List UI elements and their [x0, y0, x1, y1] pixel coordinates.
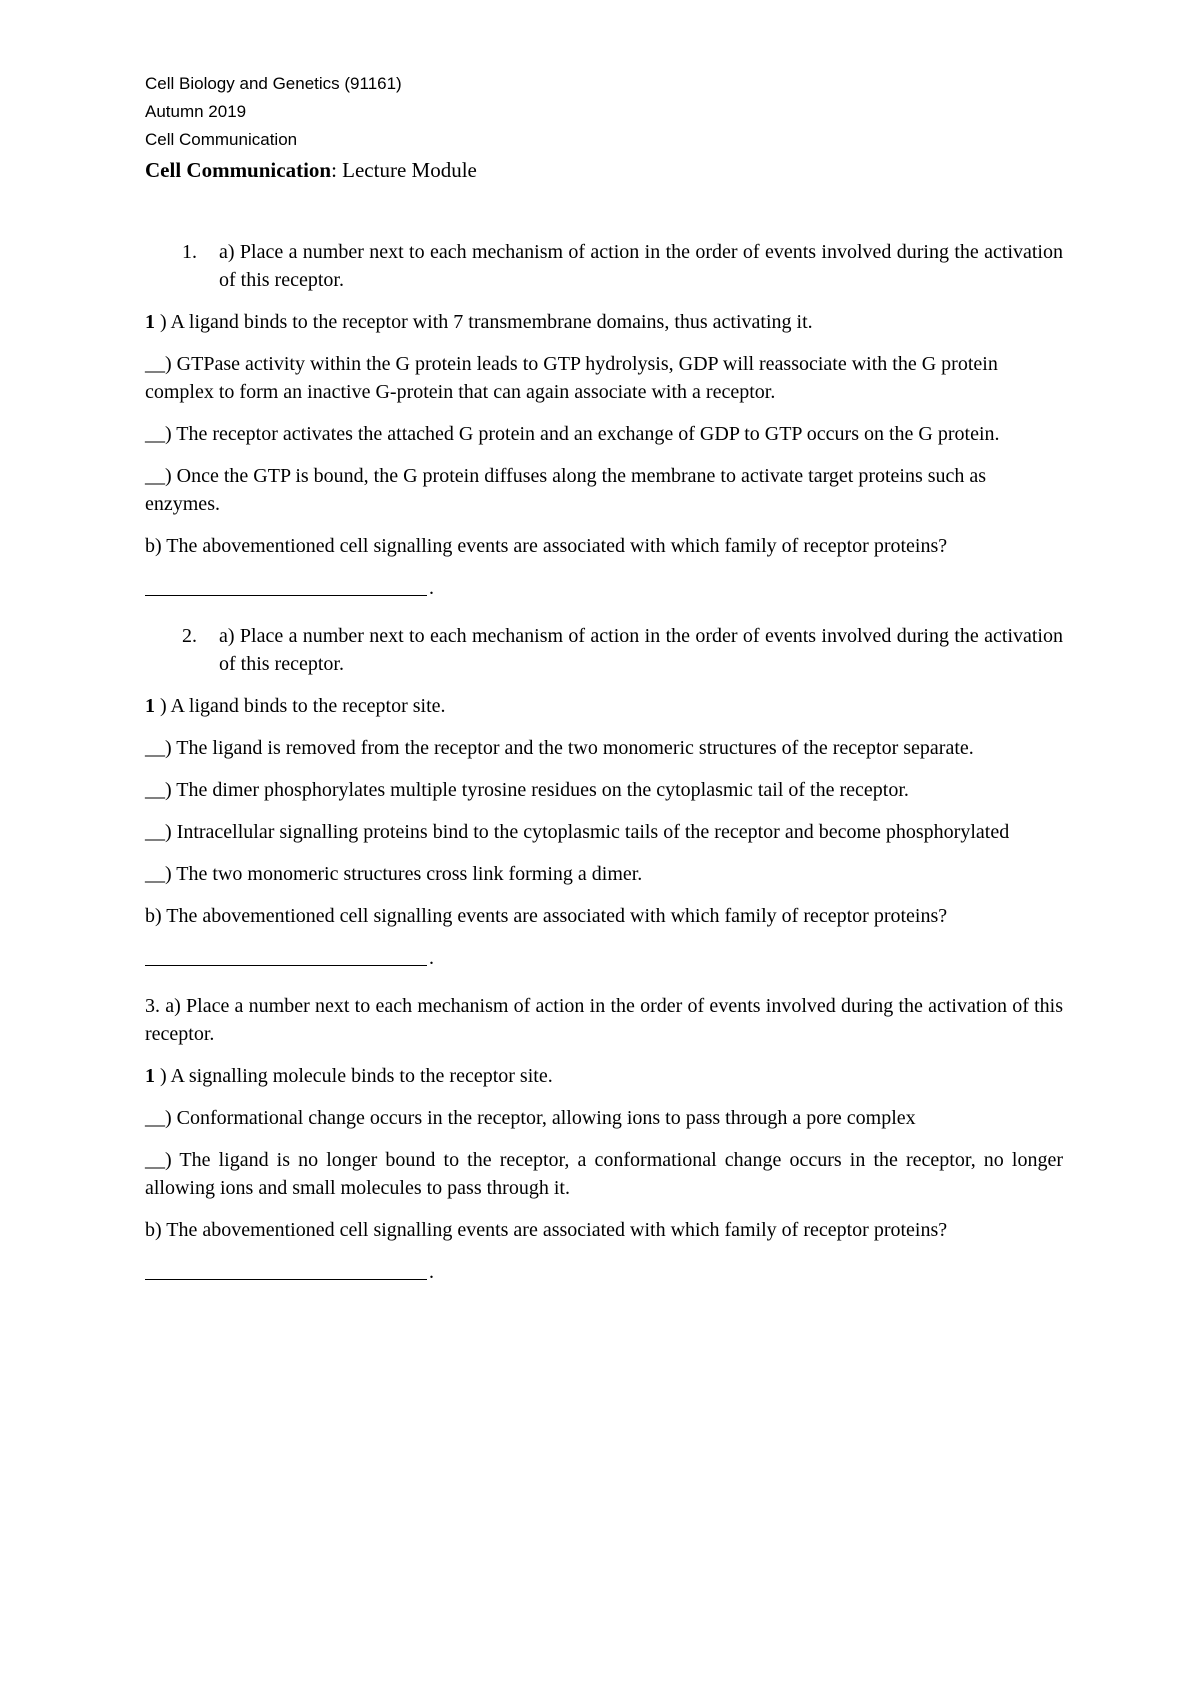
- question-3-step: __) Conformational change occurs in the receptor, allowing ions to pass through a pore complex: [145, 1107, 916, 1129]
- page-title-rest: : Lecture Module: [331, 158, 477, 182]
- question-2-step: __) The two monomeric structures cross link forming a dimer.: [145, 863, 643, 885]
- topic: Cell Communication: [145, 130, 298, 149]
- question-2-number: 2.: [182, 625, 197, 647]
- answer-period: .: [429, 947, 434, 969]
- question-3-step: __) The ligand is no longer bound to the receptor, a conformational change occurs in the receptor, no longer allowing ions and small molecules to pass through it.: [145, 1149, 1063, 1199]
- step-text: ) A ligand binds to the receptor site.: [155, 695, 446, 717]
- answer-underline: [145, 1279, 427, 1280]
- document-body: [145, 238, 1063, 1306]
- question-2-step: __) The ligand is removed from the receptor and the two monomeric structures of the receptor separate.: [145, 737, 974, 759]
- page-title-bold: Cell Communication: [145, 158, 332, 182]
- question-3-prompt: 3. a) Place a number next to each mechanism of action in the order of events involved during the activation of this receptor.: [145, 995, 1063, 1045]
- question-1-prompt: [145, 238, 1063, 294]
- page-title: [145, 155, 1075, 185]
- question-3-step-1: [145, 1062, 1063, 1090]
- question-2-step-1: [145, 692, 1063, 720]
- question-3-answer-blank[interactable]: [145, 1258, 1063, 1286]
- step-marker: 1: [145, 695, 155, 717]
- answer-period: .: [429, 577, 434, 599]
- term: Autumn 2019: [145, 102, 247, 121]
- question-2-step: __) Intracellular signalling proteins bind to the cytoplasmic tails of the receptor and become phosphorylated: [145, 821, 1010, 843]
- document-header: [145, 70, 1075, 185]
- question-1-number: 1.: [182, 241, 197, 263]
- question-1-part-b: b) The abovementioned cell signalling events are associated with which family of receptor proteins?: [145, 535, 948, 557]
- question-2-part-b: b) The abovementioned cell signalling events are associated with which family of receptor proteins?: [145, 905, 948, 927]
- course-name: Cell Biology and Genetics (91161): [145, 74, 402, 93]
- question-2-text: a) Place a number next to each mechanism of action in the order of events involved during the activation of this receptor.: [219, 625, 1063, 675]
- question-1-answer-blank[interactable]: [145, 574, 1063, 602]
- step-text: ) A ligand binds to the receptor with 7 transmembrane domains, thus activating it.: [155, 311, 813, 333]
- question-1-step: __) The receptor activates the attached G protein and an exchange of GDP to GTP occurs on the G protein.: [145, 423, 1000, 445]
- question-2-answer-blank[interactable]: [145, 944, 1063, 972]
- question-1-text: a) Place a number next to each mechanism of action in the order of events involved during the activation of this receptor.: [219, 241, 1063, 291]
- question-3-part-b: b) The abovementioned cell signalling events are associated with which family of receptor proteins?: [145, 1219, 948, 1241]
- answer-period: .: [429, 1261, 434, 1283]
- question-1-step: __) GTPase activity within the G protein leads to GTP hydrolysis, GDP will reassociate with the G protein complex to form an inactive G-protein that can again associate with a receptor.: [145, 353, 998, 403]
- step-marker: 1: [145, 311, 155, 333]
- answer-underline: [145, 965, 427, 966]
- question-1-step: __) Once the GTP is bound, the G protein diffuses along the membrane to activate target proteins such as enzymes.: [145, 465, 987, 515]
- question-2-prompt: [145, 622, 1063, 678]
- question-1-step-1: [145, 308, 1063, 336]
- answer-underline: [145, 595, 427, 596]
- step-marker: 1: [145, 1065, 155, 1087]
- question-2-step: __) The dimer phosphorylates multiple tyrosine residues on the cytoplasmic tail of the receptor.: [145, 779, 909, 801]
- step-text: ) A signalling molecule binds to the receptor site.: [155, 1065, 553, 1087]
